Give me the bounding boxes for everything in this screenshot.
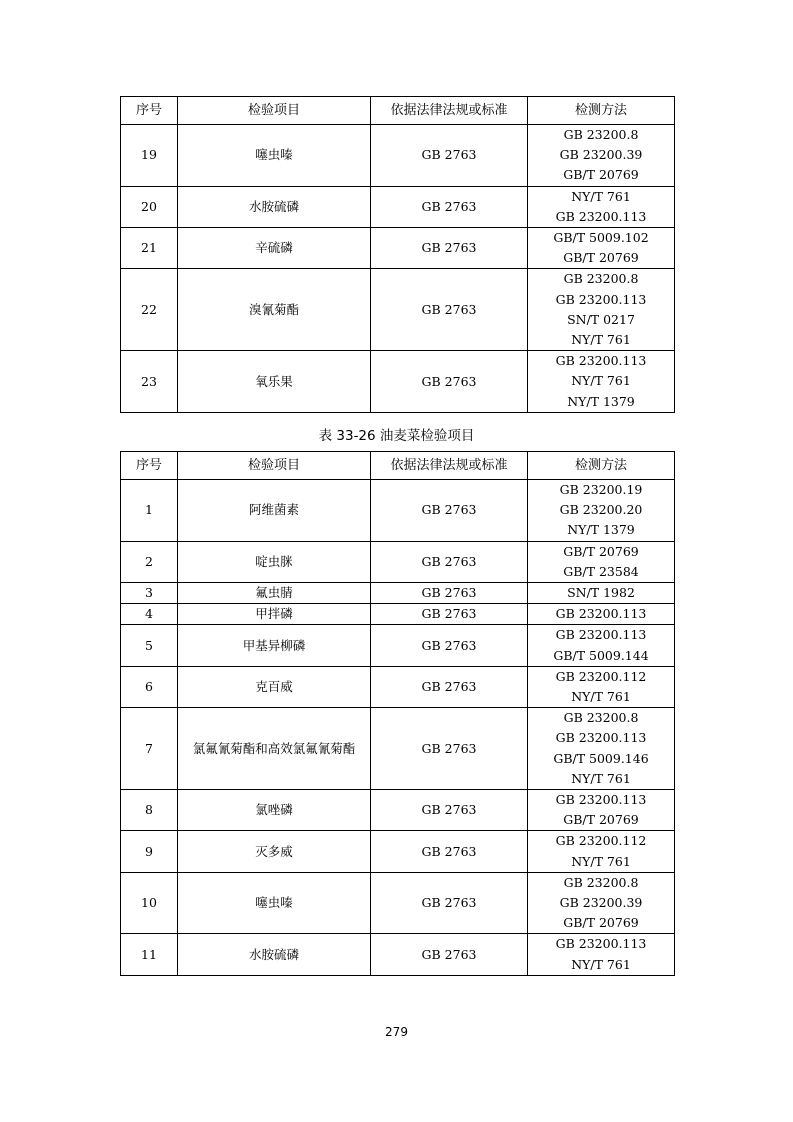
- cell-item: 溴氰菊酯: [178, 269, 371, 351]
- cell-standard: GB 2763: [371, 831, 528, 872]
- table-row: [121, 831, 675, 872]
- cell-standard: GB 2763: [371, 269, 528, 351]
- cell-item: 氟虫腈: [178, 583, 371, 604]
- cell-standard: GB 2763: [371, 583, 528, 604]
- method-line: GB 23200.39: [559, 895, 643, 911]
- method-line: GB 23200.19: [559, 482, 643, 497]
- cell-serial: 5: [121, 625, 178, 666]
- method-line: GB 23200.8: [563, 271, 639, 287]
- method-line: GB 23200.113: [555, 353, 647, 369]
- header-serial: 序号: [121, 97, 178, 125]
- cell-serial: 19: [121, 125, 178, 187]
- cell-methods: [528, 186, 675, 227]
- cell-standard: GB 2763: [371, 934, 528, 975]
- cell-standard: GB 2763: [371, 186, 528, 227]
- table-header-row: [121, 452, 675, 480]
- cell-item: 噻虫嗪: [178, 125, 371, 187]
- method-line: GB 23200.113: [555, 730, 647, 746]
- cell-item: 噻虫嗪: [178, 872, 371, 934]
- method-line: GB 23200.113: [555, 606, 647, 622]
- table-row: [121, 708, 675, 790]
- inspection-table-continued: [120, 96, 675, 413]
- cell-item: 氯氟氰菊酯和高效氯氟氰菊酯: [178, 708, 371, 790]
- cell-standard: GB 2763: [371, 125, 528, 187]
- cell-item: 甲拌磷: [178, 604, 371, 625]
- cell-standard: GB 2763: [371, 228, 528, 269]
- method-line: GB/T 5009.146: [553, 750, 649, 766]
- table-row: [121, 625, 675, 666]
- cell-serial: 21: [121, 228, 178, 269]
- cell-item: 水胺硫磷: [178, 934, 371, 975]
- cell-item: 灭多威: [178, 831, 371, 872]
- cell-standard: GB 2763: [371, 604, 528, 625]
- method-line: NY/T 761: [571, 188, 631, 204]
- cell-item: 甲基异柳磷: [178, 625, 371, 666]
- method-line: GB 23200.8: [563, 710, 639, 726]
- method-line: NY/T 761: [571, 373, 631, 389]
- cell-standard: GB 2763: [371, 790, 528, 831]
- cell-serial: 4: [121, 604, 178, 625]
- method-line: GB/T 5009.144: [553, 647, 649, 663]
- method-line: NY/T 761: [571, 332, 631, 348]
- method-line: GB 23200.112: [555, 668, 647, 684]
- method-line: GB 23200.113: [555, 627, 647, 643]
- header-item: 检验项目: [178, 452, 371, 480]
- method-line: GB 23200.112: [555, 833, 647, 849]
- table-row: [121, 790, 675, 831]
- table-header-row: [121, 97, 675, 125]
- method-line: SN/T 0217: [567, 311, 635, 327]
- cell-methods: [528, 790, 675, 831]
- cell-standard: GB 2763: [371, 708, 528, 790]
- cell-serial: 3: [121, 583, 178, 604]
- cell-serial: 6: [121, 666, 178, 707]
- method-line: NY/T 761: [571, 853, 631, 869]
- method-line: GB/T 20769: [563, 543, 639, 559]
- table-row: [121, 228, 675, 269]
- cell-methods: [528, 541, 675, 582]
- cell-methods: [528, 125, 675, 187]
- cell-methods: [528, 583, 675, 604]
- table-row: [121, 125, 675, 187]
- cell-methods: [528, 666, 675, 707]
- table-row: [121, 351, 675, 413]
- cell-serial: 10: [121, 872, 178, 934]
- table-caption: 表 33-26 油麦菜检验项目: [318, 428, 475, 444]
- table-body: [121, 480, 675, 976]
- cell-serial: 22: [121, 269, 178, 351]
- cell-item: 阿维菌素: [178, 480, 371, 542]
- cell-methods: [528, 872, 675, 934]
- table-row: [121, 604, 675, 625]
- header-serial: 序号: [121, 452, 178, 480]
- cell-methods: [528, 604, 675, 625]
- method-line: GB 23200.20: [559, 502, 643, 518]
- table-row: [121, 872, 675, 934]
- cell-standard: GB 2763: [371, 351, 528, 413]
- youmaicai-inspection-table: [120, 451, 675, 976]
- header-standard: 依据法律法规或标准: [371, 97, 528, 125]
- cell-standard: GB 2763: [371, 480, 528, 542]
- cell-serial: 2: [121, 541, 178, 582]
- cell-standard: GB 2763: [371, 541, 528, 582]
- cell-serial: 1: [121, 480, 178, 542]
- method-line: GB/T 23584: [563, 563, 639, 579]
- cell-serial: 8: [121, 790, 178, 831]
- table-body: [121, 125, 675, 413]
- method-line: GB 23200.8: [563, 874, 639, 890]
- method-line: GB/T 5009.102: [553, 230, 649, 246]
- method-line: NY/T 761: [571, 956, 631, 972]
- cell-standard: GB 2763: [371, 625, 528, 666]
- cell-standard: GB 2763: [371, 872, 528, 934]
- cell-item: 辛硫磷: [178, 228, 371, 269]
- method-line: GB 23200.113: [555, 936, 647, 952]
- method-line: GB 23200.113: [555, 792, 647, 808]
- method-line: GB 23200.8: [563, 127, 639, 142]
- cell-item: 氧乐果: [178, 351, 371, 413]
- table-row: [121, 583, 675, 604]
- cell-methods: [528, 269, 675, 351]
- cell-serial: 20: [121, 186, 178, 227]
- cell-methods: [528, 708, 675, 790]
- method-line: GB 23200.113: [555, 208, 647, 224]
- cell-serial: 11: [121, 934, 178, 975]
- method-line: GB/T 20769: [563, 250, 639, 266]
- page-number: 279: [385, 1025, 408, 1039]
- method-line: NY/T 1379: [567, 393, 635, 409]
- header-item: 检验项目: [178, 97, 371, 125]
- cell-methods: [528, 831, 675, 872]
- method-line: GB/T 20769: [563, 915, 639, 931]
- cell-methods: [528, 480, 675, 542]
- cell-serial: 23: [121, 351, 178, 413]
- table-row: [121, 480, 675, 542]
- table-row: [121, 934, 675, 975]
- cell-methods: [528, 351, 675, 413]
- method-line: NY/T 761: [571, 770, 631, 786]
- cell-methods: [528, 228, 675, 269]
- table-row: [121, 541, 675, 582]
- cell-item: 克百威: [178, 666, 371, 707]
- method-line: NY/T 761: [571, 689, 631, 705]
- cell-item: 氯唑磷: [178, 790, 371, 831]
- cell-serial: 9: [121, 831, 178, 872]
- method-line: GB 23200.39: [559, 147, 643, 163]
- cell-item: 水胺硫磷: [178, 186, 371, 227]
- cell-serial: 7: [121, 708, 178, 790]
- method-line: GB 23200.113: [555, 291, 647, 307]
- header-method: 检测方法: [528, 452, 675, 480]
- cell-methods: [528, 625, 675, 666]
- table-row: [121, 666, 675, 707]
- cell-item: 啶虫脒: [178, 541, 371, 582]
- method-line: NY/T 1379: [567, 522, 635, 538]
- cell-standard: GB 2763: [371, 666, 528, 707]
- header-method: 检测方法: [528, 97, 675, 125]
- method-line: SN/T 1982: [567, 585, 635, 601]
- header-standard: 依据法律法规或标准: [371, 452, 528, 480]
- table-row: [121, 186, 675, 227]
- table-row: [121, 269, 675, 351]
- cell-methods: [528, 934, 675, 975]
- method-line: GB/T 20769: [563, 167, 639, 183]
- method-line: GB/T 20769: [563, 812, 639, 828]
